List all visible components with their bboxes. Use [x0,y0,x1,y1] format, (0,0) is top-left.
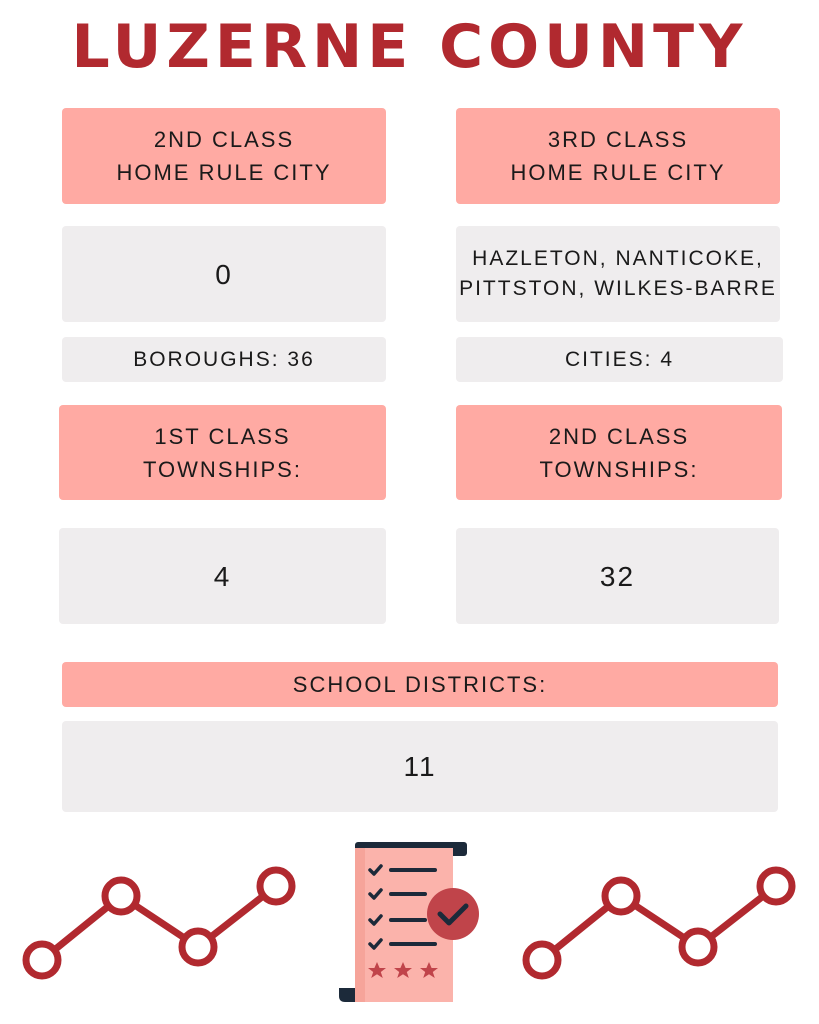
page-title: LUZERNE COUNTY [71,12,748,82]
value-line: HAZLETON, NANTICOKE, [472,247,764,270]
header-line: 3RD CLASS [547,127,689,152]
townships-2nd-header [456,405,782,500]
townships-1st-value [59,528,386,624]
header-line: TOWNSHIPS: [143,456,302,482]
value-text: 4 [213,560,232,592]
header-line: 2ND CLASS [548,423,690,449]
value-text: 11 [403,751,437,782]
townships-2nd-value [456,528,779,624]
header-line: HOME RULE CITY [116,160,332,185]
value-line: PITTSTON, WILKES-BARRE [459,277,777,300]
header-line: TOWNSHIPS: [539,456,699,482]
trend-line-icon [0,840,310,990]
school-districts-label: SCHOOL DISTRICTS: [292,672,548,697]
home-rule-3rd-header [456,108,780,204]
value-text: 32 [599,560,636,592]
value-text: 0 [215,258,233,290]
header-line: HOME RULE CITY [510,160,726,185]
home-rule-3rd-value [456,226,780,322]
boroughs-count [62,337,386,382]
checklist-scroll-icon [335,838,485,1008]
cities-count [456,337,783,382]
header-line: 2ND CLASS [153,127,295,152]
school-districts-header [62,662,778,707]
cities-label: CITIES: 4 [564,347,675,371]
boroughs-label: BOROUGHS: 36 [133,347,315,371]
home-rule-2nd-value [62,226,386,322]
school-districts-value [62,721,778,812]
header-line: 1ST CLASS [154,423,291,449]
home-rule-2nd-header [62,108,386,204]
townships-1st-header [59,405,386,500]
trend-line-icon [500,840,810,990]
